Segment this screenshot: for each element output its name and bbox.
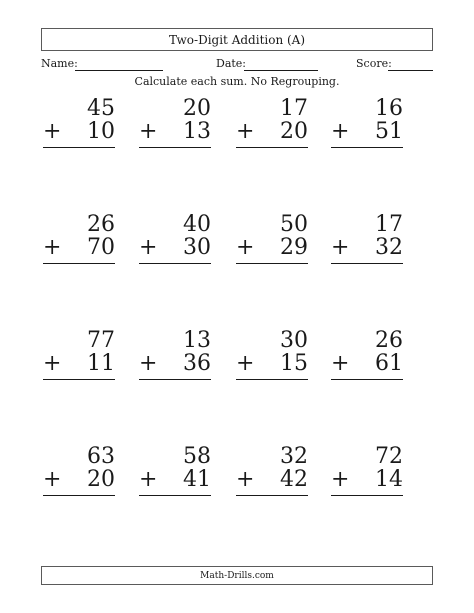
answer-line (331, 495, 403, 496)
problem-1 (43, 98, 115, 156)
addend-top: 17 (375, 212, 403, 237)
addend-top: 58 (183, 444, 211, 469)
plus-operator: + (331, 119, 350, 144)
addend-bottom: 14 (375, 467, 403, 492)
problem-15 (236, 446, 308, 504)
addend-top: 30 (280, 328, 308, 353)
addend-top: 63 (87, 444, 115, 469)
answer-line (236, 263, 308, 264)
answer-line (43, 379, 115, 380)
answer-line (43, 263, 115, 264)
addend-bottom: 11 (87, 351, 115, 376)
date-blank-line (244, 70, 318, 71)
problem-6 (139, 214, 211, 272)
student-info-row (41, 57, 433, 73)
addend-bottom: 41 (183, 467, 211, 492)
problem-7 (236, 214, 308, 272)
plus-operator: + (43, 119, 62, 144)
date-label: Date: (216, 57, 247, 70)
answer-line (331, 147, 403, 148)
plus-operator: + (331, 467, 350, 492)
plus-operator: + (43, 351, 62, 376)
addend-top: 20 (183, 96, 211, 121)
plus-operator: + (236, 351, 255, 376)
answer-line (236, 379, 308, 380)
addend-top: 72 (375, 444, 403, 469)
answer-line (139, 147, 211, 148)
plus-operator: + (139, 351, 158, 376)
problem-16 (331, 446, 403, 504)
addend-bottom: 29 (280, 235, 308, 260)
plus-operator: + (139, 235, 158, 260)
plus-operator: + (43, 467, 62, 492)
addend-top: 50 (280, 212, 308, 237)
answer-line (139, 379, 211, 380)
plus-operator: + (331, 235, 350, 260)
plus-operator: + (236, 119, 255, 144)
addend-bottom: 42 (280, 467, 308, 492)
worksheet-title-box (41, 28, 433, 51)
problem-13 (43, 446, 115, 504)
problem-5 (43, 214, 115, 272)
plus-operator: + (139, 119, 158, 144)
addend-top: 40 (183, 212, 211, 237)
plus-operator: + (236, 235, 255, 260)
addend-top: 77 (87, 328, 115, 353)
answer-line (43, 495, 115, 496)
worksheet-title: Two-Digit Addition (A) (168, 32, 306, 47)
addend-top: 26 (375, 328, 403, 353)
addend-bottom: 15 (280, 351, 308, 376)
score-blank-line (388, 70, 433, 71)
addend-bottom: 10 (87, 119, 115, 144)
addend-top: 13 (183, 328, 211, 353)
addend-bottom: 32 (375, 235, 403, 260)
addend-top: 32 (280, 444, 308, 469)
addend-bottom: 20 (87, 467, 115, 492)
addend-bottom: 61 (375, 351, 403, 376)
problem-14 (139, 446, 211, 504)
plus-operator: + (139, 467, 158, 492)
name-blank-line (75, 70, 163, 71)
addend-top: 17 (280, 96, 308, 121)
addend-top: 45 (87, 96, 115, 121)
answer-line (236, 147, 308, 148)
problem-12 (331, 330, 403, 388)
answer-line (331, 379, 403, 380)
problem-8 (331, 214, 403, 272)
footer-text: Math-Drills.com (200, 570, 274, 581)
score-label: Score: (356, 57, 392, 70)
addend-bottom: 20 (280, 119, 308, 144)
addend-top: 16 (375, 96, 403, 121)
problem-9 (43, 330, 115, 388)
answer-line (43, 147, 115, 148)
addend-top: 26 (87, 212, 115, 237)
addend-bottom: 13 (183, 119, 211, 144)
answer-line (139, 263, 211, 264)
problem-4 (331, 98, 403, 156)
plus-operator: + (331, 351, 350, 376)
instructions: Calculate each sum. No Regrouping. (134, 75, 340, 88)
plus-operator: + (236, 467, 255, 492)
addend-bottom: 70 (87, 235, 115, 260)
problem-2 (139, 98, 211, 156)
addend-bottom: 36 (183, 351, 211, 376)
addend-bottom: 51 (375, 119, 403, 144)
answer-line (236, 495, 308, 496)
problem-3 (236, 98, 308, 156)
answer-line (139, 495, 211, 496)
name-label: Name: (41, 57, 78, 70)
problem-11 (236, 330, 308, 388)
footer-box (41, 566, 433, 585)
problem-10 (139, 330, 211, 388)
addend-bottom: 30 (183, 235, 211, 260)
answer-line (331, 263, 403, 264)
plus-operator: + (43, 235, 62, 260)
